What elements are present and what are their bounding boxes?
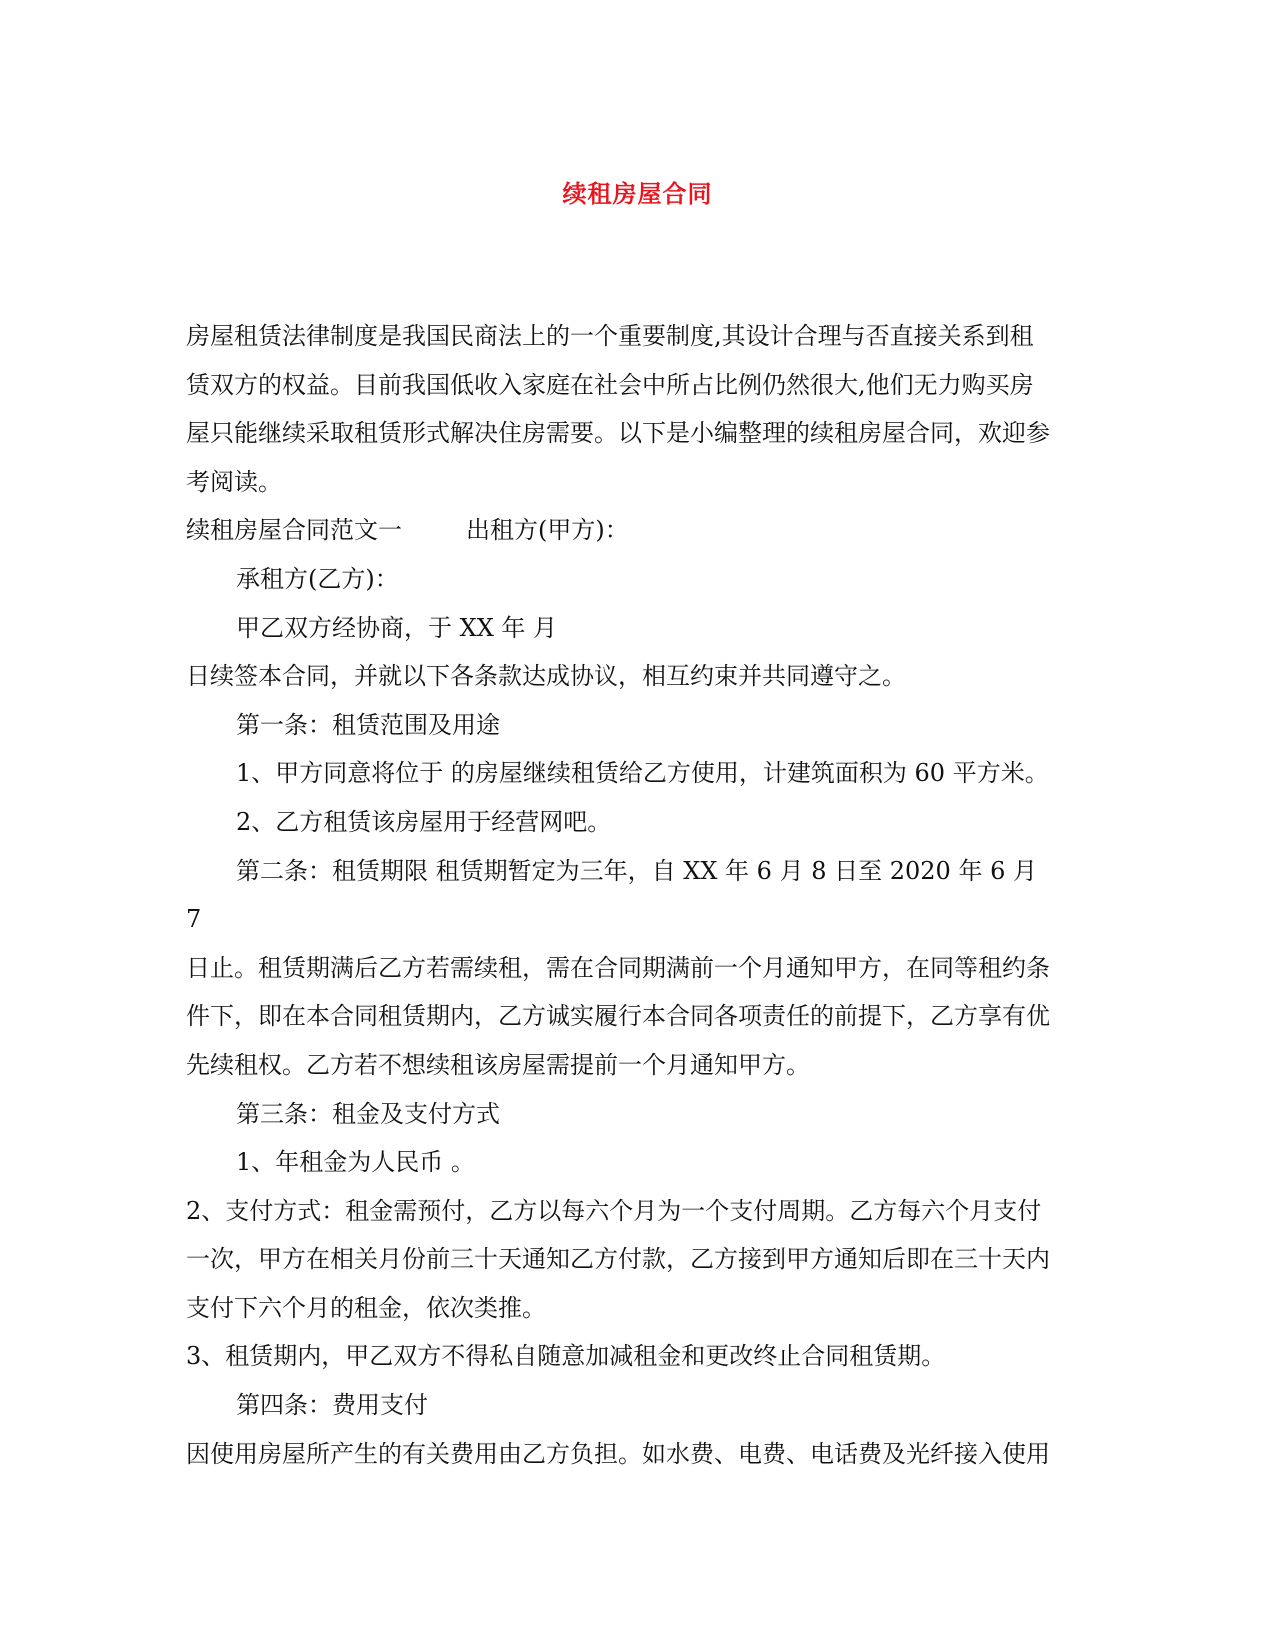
paragraph-line: 7 <box>186 905 202 934</box>
paragraph-line: 一次，甲方在相关月份前三十天通知乙方付款，乙方接到甲方通知后即在三十天内 <box>186 1245 1050 1274</box>
document-title: 续租房屋合同 <box>562 179 713 208</box>
sample-heading: 续租房屋合同范文一 <box>186 516 402 545</box>
paragraph-line: 2、支付方式：租金需预付，乙方以每六个月为一个支付周期。乙方每六个月支付 <box>186 1196 1042 1225</box>
paragraph-line: 1、甲方同意将位于 的房屋继续租赁给乙方使用，计建筑面积为 60 平方米。 <box>236 759 1049 788</box>
paragraph-line: 3、租赁期内，甲乙双方不得私自随意加减租金和更改终止合同租赁期。 <box>186 1342 946 1371</box>
paragraph-line: 因使用房屋所产生的有关费用由乙方负担。如水费、电费、电话费及光纤接入使用 <box>186 1439 1050 1468</box>
paragraph-line: 房屋租赁法律制度是我国民商法上的一个重要制度,其设计合理与否直接关系到租 <box>186 322 1034 350</box>
article-heading: 第二条：租赁期限 租赁期暂定为三年，自 XX 年 6 月 8 日至 2020 年 6 月 <box>236 856 1037 885</box>
lessor-label: 出租方(甲方)： <box>466 516 629 545</box>
paragraph-line: 屋只能继续采取租赁形式解决住房需要。以下是小编整理的续租房屋合同，欢迎参 <box>186 419 1050 448</box>
document-body <box>186 312 1086 1478</box>
article-heading: 第一条：租赁范围及用途 <box>236 710 500 739</box>
paragraph-line: 2、乙方租赁该房屋用于经营网吧。 <box>236 807 612 836</box>
paragraph-line: 考阅读。 <box>186 467 282 496</box>
paragraph-line: 日止。租赁期满后乙方若需续租，需在合同期满前一个月通知甲方，在同等租约条 <box>186 953 1050 982</box>
lessee-label: 承租方(乙方)： <box>236 564 399 593</box>
paragraph-line: 甲乙双方经协商，于 XX 年 月 <box>236 613 558 642</box>
paragraph-line: 支付下六个月的租金，依次类推。 <box>186 1293 546 1322</box>
paragraph-line: 1、年租金为人民币 。 <box>236 1148 475 1177</box>
article-heading: 第三条：租金及支付方式 <box>236 1099 500 1128</box>
section-heading-line <box>186 506 1086 555</box>
paragraph-line: 日续签本合同，并就以下各条款达成协议，相互约束并共同遵守之。 <box>186 662 906 691</box>
paragraph-line: 先续租权。乙方若不想续租该房屋需提前一个月通知甲方。 <box>186 1050 810 1079</box>
article-heading: 第四条：费用支付 <box>236 1391 428 1420</box>
paragraph-line: 件下，即在本合同租赁期内，乙方诚实履行本合同各项责任的前提下，乙方享有优 <box>186 1002 1050 1031</box>
paragraph-line: 赁双方的权益。目前我国低收入家庭在社会中所占比例仍然很大,他们无力购买房 <box>186 370 1034 399</box>
